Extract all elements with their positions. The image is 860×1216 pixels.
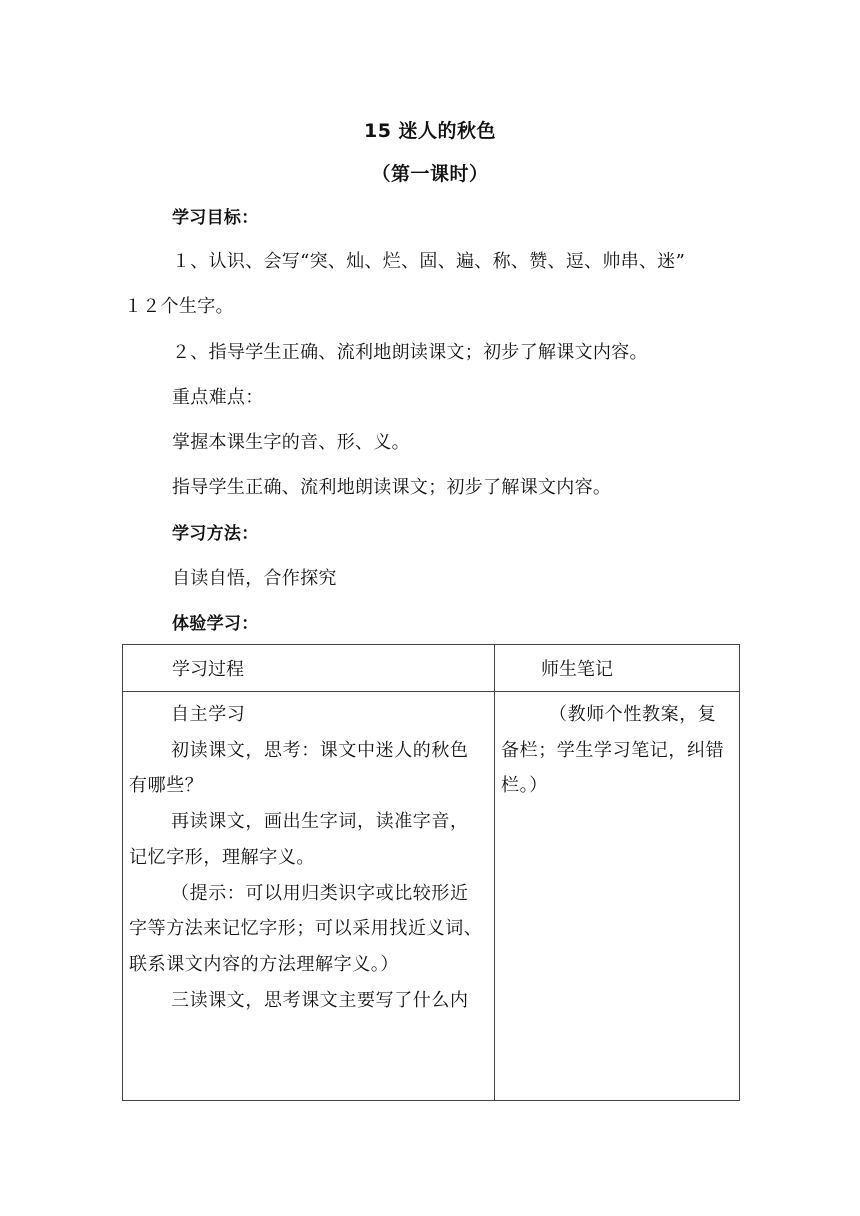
objective-1-line-1: １、认识、会写“突、灿、烂、固、遍、称、赞、逗、帅串、迷”	[172, 251, 686, 272]
key-point-1: 掌握本课生字的音、形、义。	[172, 432, 410, 453]
process-paragraph: 再读课文，画出生字词，读准字音，记忆字形，理解字义。	[129, 811, 469, 868]
method-text: 自读自悟，合作探究	[172, 568, 337, 589]
table-body-row	[123, 692, 740, 1101]
header-cell-notes	[495, 645, 740, 692]
key-points-heading: 重点难点：	[172, 387, 264, 408]
process-paragraph: 初读课文，思考：课文中迷人的秋色有哪些？	[129, 739, 469, 797]
lesson-title: 15 迷人的秋色	[363, 120, 497, 142]
objective-2: ２、指导学生正确、流利地朗读课文；初步了解课文内容。	[172, 342, 648, 363]
process-paragraph: 三读课文，思考课文主要写了什么内	[171, 989, 469, 1011]
header-cell-process	[123, 645, 495, 692]
notes-text: （教师个性教案，复备栏；学生学习笔记，纠错栏。）	[501, 704, 725, 797]
table-header-row	[123, 645, 740, 692]
study-table	[122, 644, 740, 1101]
header-notes-label: 师生笔记	[541, 659, 613, 680]
lesson-subtitle: （第一课时）	[371, 163, 489, 185]
key-point-2: 指导学生正确、流利地朗读课文；初步了解课文内容。	[172, 477, 612, 498]
process-paragraph: 自主学习	[171, 704, 246, 725]
experience-heading: 体验学习：	[172, 614, 259, 634]
method-heading: 学习方法：	[172, 524, 259, 544]
notes-cell	[495, 692, 740, 1101]
process-paragraph: （提示：可以用归类识字或比较形近字等方法来记忆字形；可以采用找近义词、联系课文内容的方法理解字义。）	[129, 882, 483, 975]
objective-1-line-2: １２个生字。	[124, 296, 234, 317]
process-cell	[123, 692, 495, 1101]
header-process-label: 学习过程	[172, 659, 244, 680]
objectives-heading: 学习目标：	[172, 208, 259, 228]
